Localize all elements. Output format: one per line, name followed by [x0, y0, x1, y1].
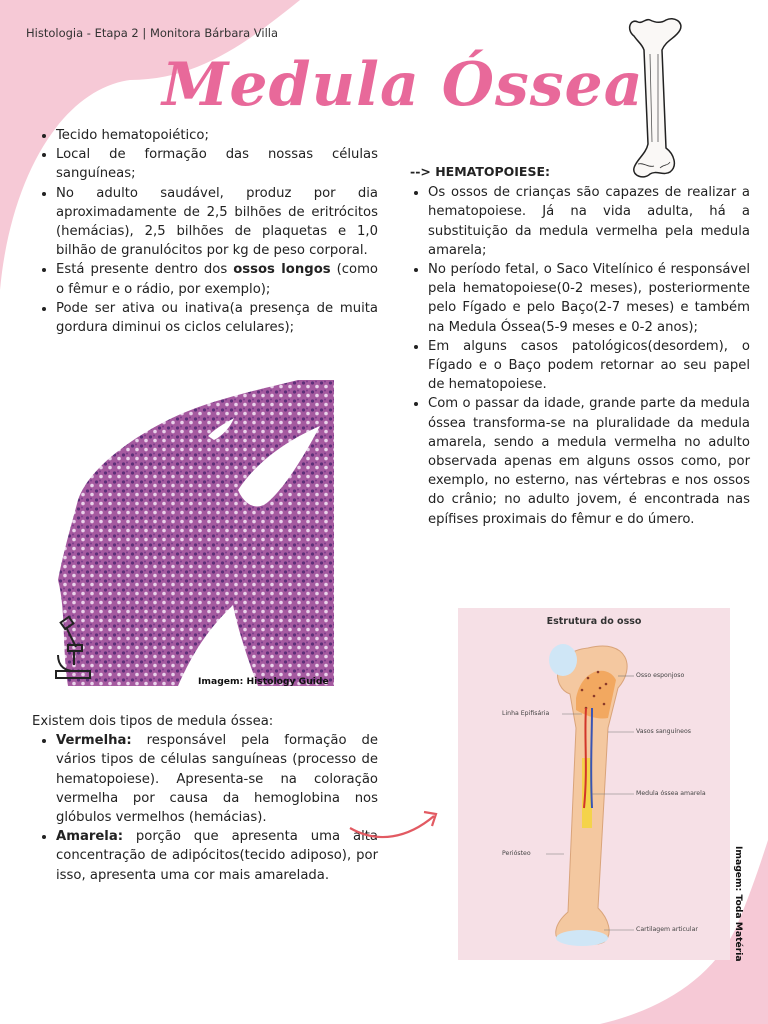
type-text: porção que apresenta uma alta concentração de adipócitos(tecido adiposo), por isso, apresenta uma cor mais amarelada.: [56, 829, 378, 883]
label-medula-amarela: Medula óssea amarela: [636, 790, 706, 797]
microscope-icon: [52, 615, 94, 681]
intro-bullet: [56, 260, 378, 298]
page-title: Medula Óssea: [162, 50, 644, 120]
intro-bullet: • Local de formação das nossas células sanguíneas;: [56, 145, 378, 183]
hematopoiese-bullet: • Em alguns casos patológicos(desordem), o Fígado e o Baço podem retornar ao seu papel de hematopoiese.: [428, 337, 750, 395]
femur-illustration: [620, 14, 690, 180]
hematopoiese-bullet: • Com o passar da idade, grande parte da medula óssea transforma-se na pluralidade da medula amarela, sendo a medula vermelha no adulto observada apenas em alguns ossos como, por exemplo, no esterno, nas vértebras e nos ossos do crânio; no adulto jovem, é encontrada nas epífises proximais do fêmur e do úmero.: [428, 394, 750, 528]
type-label: Amarela:: [56, 829, 123, 845]
type-text: responsável pela formação de vários tipos de células sanguíneas (processo de hematopoiese). Apresenta-se na coloração vermelha por causa da hemoglobina nos glóbulos vermelhos (hemácias).: [56, 733, 378, 826]
bullet-text: (como o fêmur e o rádio, por exemplo);: [56, 262, 378, 297]
hematopoiese-bullet-list: [410, 183, 750, 529]
curved-arrow-icon: [348, 804, 448, 844]
intro-bullet-list: [38, 126, 378, 337]
bullet-bold-text: ossos longos: [233, 262, 331, 278]
bone-drawing: [458, 608, 730, 960]
types-list: [32, 731, 378, 885]
intro-bullet: • Pode ser ativa ou inativa(a presença de muita gordura diminui os ciclos celulares);: [56, 299, 378, 337]
label-vasos-sanguineos: Vasos sanguíneos: [636, 728, 691, 735]
hematopoiese-bullet: • Os ossos de crianças são capazes de realizar a hematopoiese. Já na vida adulta, há a substituição da medula vermelha pela medula amarela;: [428, 183, 750, 260]
bone-figure-title: Estrutura do osso: [546, 616, 642, 627]
page-header: Histologia - Etapa 2 | Monitora Bárbara Villa: [26, 26, 279, 40]
intro-bullet: • No adulto saudável, produz por dia aproximadamente de 2,5 bilhões de eritrócitos (hemácias), 2,5 bilhões de plaquetas e 1,0 bilhão de granulócitos por kg de peso corporal.: [56, 184, 378, 261]
label-linha-epifisaria: Linha Epifisária: [502, 710, 550, 717]
type-item-vermelha: [56, 731, 378, 827]
intro-section: [38, 126, 378, 337]
types-intro: Existem dois tipos de medula óssea:: [32, 714, 274, 729]
hematopoiese-heading: --> HEMATOPOIESE:: [410, 164, 551, 179]
bone-structure-figure: [458, 608, 730, 960]
type-item-amarela: [56, 827, 378, 885]
hematopoiese-section: [410, 162, 750, 529]
type-label: Vermelha:: [56, 733, 132, 749]
label-cartilagem-articular: Cartilagem articular: [636, 926, 698, 933]
histology-caption: Imagem: Histology Guide: [198, 676, 329, 687]
bone-figure-caption: Imagem: Toda Matéria: [733, 846, 744, 962]
intro-bullet: • Tecido hematopoiético;: [56, 126, 378, 145]
label-osso-esponjoso: Osso esponjoso: [636, 672, 685, 679]
types-section: [32, 712, 378, 885]
label-periosteo: Periósteo: [502, 850, 531, 857]
hematopoiese-bullet: • No período fetal, o Saco Vitelínico é responsável pela hematopoiese(0-2 meses), posteriormente pelo Fígado e pelo Baço(2-7 meses) e também na Medula Óssea(5-9 meses e 0-2 anos);: [428, 260, 750, 337]
bullet-text: Está presente dentro dos: [56, 262, 234, 278]
histology-image: [58, 380, 334, 686]
